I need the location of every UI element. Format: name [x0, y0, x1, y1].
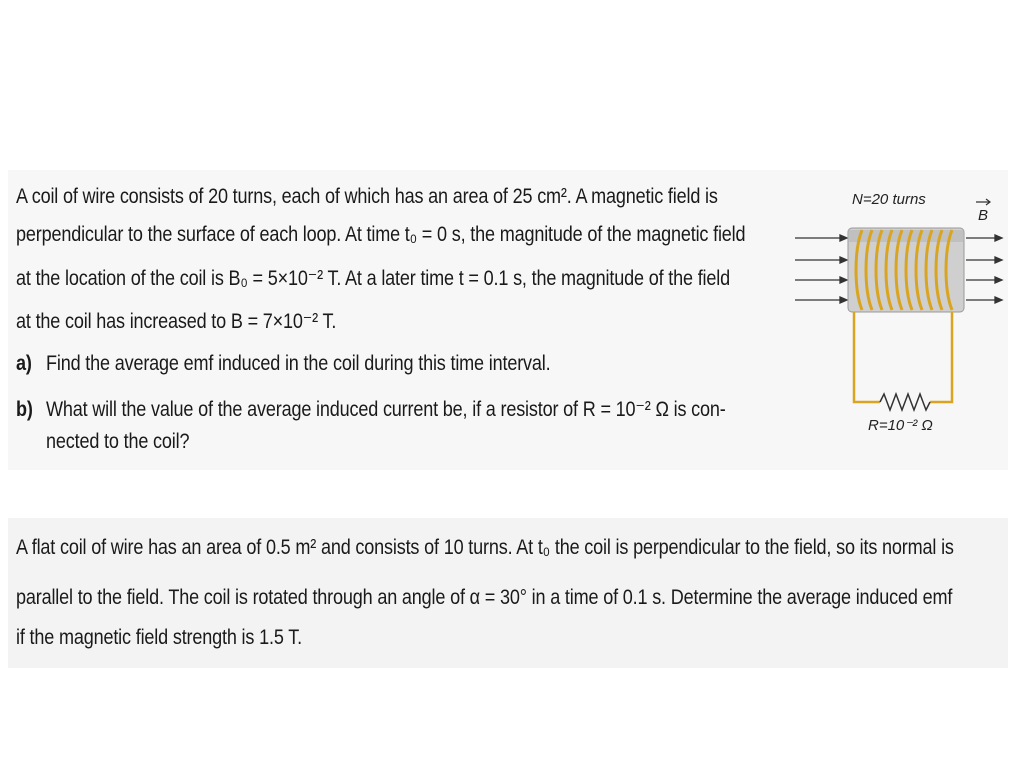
part-a-question: Find the average emf induced in the coil during this time interval.: [46, 352, 551, 375]
circuit-wire: [854, 312, 952, 402]
part-b-label: b): [16, 398, 33, 421]
field-arrows-left: [795, 235, 847, 303]
problem-1-line-2: perpendicular to the surface of each loop. At time t₀ = 0 s, the magnitude of the magnetic field: [16, 223, 746, 246]
field-arrows-right: [966, 235, 1002, 303]
part-b-question-line-2: nected to the coil?: [46, 430, 190, 453]
part-a-label: a): [16, 352, 32, 375]
turns-label: N=20 turns: [852, 191, 926, 208]
coil-diagram: [790, 180, 1005, 440]
field-label: B: [978, 207, 989, 224]
problem-1-line-3: at the location of the coil is B₀ = 5×10⁻² T. At a later time t = 0.1 s, the magnitude of the field: [16, 267, 730, 290]
magnetic-field-vector: [976, 199, 990, 224]
problem-2-line-1: A flat coil of wire has an area of 0.5 m² and consists of 10 turns. At t₀ the coil is perpendicular to the field, so its normal is: [16, 536, 954, 559]
resistor-icon: [880, 394, 930, 410]
part-b-question-line-1: What will the value of the average induced current be, if a resistor of R = 10⁻² Ω is con-: [46, 398, 726, 421]
problem-1-line-4: at the coil has increased to B = 7×10⁻² T.: [16, 310, 337, 333]
problem-2-line-2: parallel to the field. The coil is rotated through an angle of α = 30° in a time of 0.1 s. Determine the average induced emf: [16, 586, 953, 609]
resistor-label: R=10⁻² Ω: [868, 417, 933, 434]
problem-1-line-1: A coil of wire consists of 20 turns, each of which has an area of 25 cm². A magnetic field is: [16, 185, 718, 208]
problem-2-line-3: if the magnetic field strength is 1.5 T.: [16, 626, 302, 649]
